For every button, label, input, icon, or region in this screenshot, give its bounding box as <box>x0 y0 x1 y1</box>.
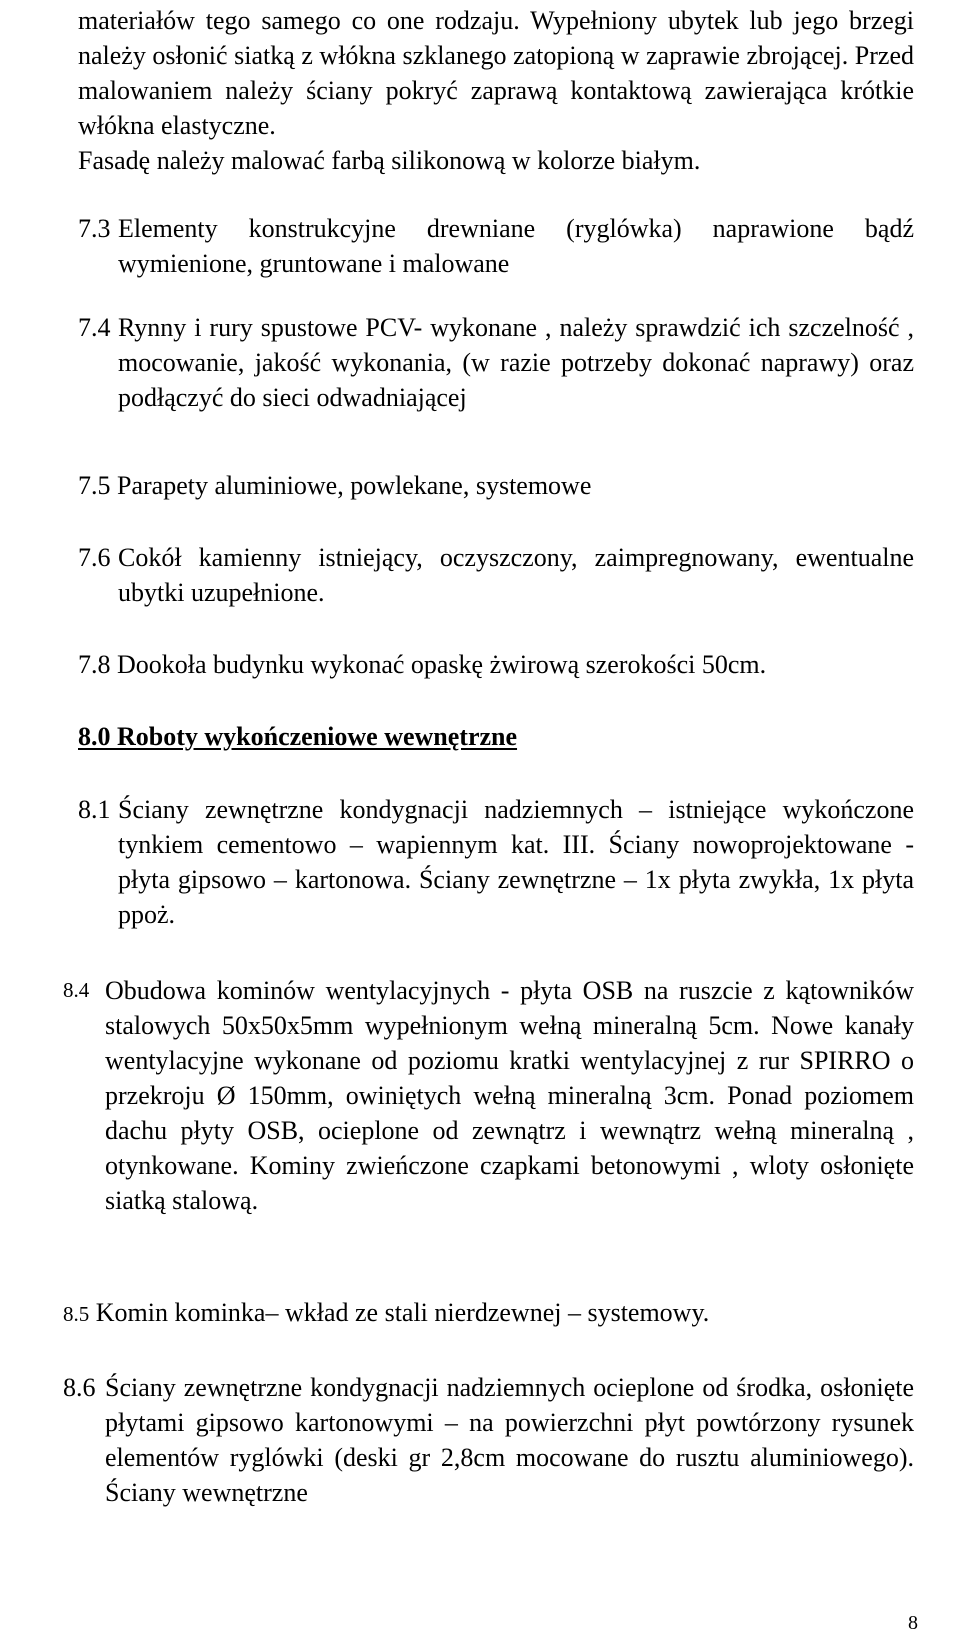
section-number: 7.4 <box>78 313 111 342</box>
section-7-4 <box>78 310 914 415</box>
section-8-4 <box>63 973 914 1218</box>
section-number: 8.1 <box>78 795 111 824</box>
intro-last-line: Fasadę należy malować farbą silikonową w kolorze białym. <box>78 146 701 175</box>
section-number: 7.3 <box>78 214 111 243</box>
section-text: Komin kominka– wkład ze stali nierdzewnej – systemowy. <box>95 1298 710 1327</box>
intro-paragraph <box>78 3 914 178</box>
section-7-5 <box>78 468 914 503</box>
section-text: Cokół kamienny istniejący, oczyszczony, zaimpregnowany, ewentualne ubytki uzupełnione. <box>118 543 914 607</box>
section-text: Rynny i rury spustowe PCV- wykonane , należy sprawdzić ich szczelność , mocowanie, jakość wykonania, (w razie potrzeby dokonać naprawy) oraz podłączyć do sieci odwadniającej <box>118 313 914 412</box>
section-text: Elementy konstrukcyjne drewniane (ryglówka) naprawione bądź wymienione, gruntowane i malowane <box>118 214 914 278</box>
section-text: Parapety aluminiowe, powlekane, systemowe <box>117 471 592 500</box>
section-text: Dookoła budynku wykonać opaskę żwirową szerokości 50cm. <box>117 650 767 679</box>
section-8-5 <box>63 1295 914 1332</box>
intro-paragraph-text: materiałów tego samego co one rodzaju. Wypełniony ubytek lub jego brzegi należy osłonić siatką z włókna szklanego zatopioną w zaprawie zbrojącej. Przed malowaniem należy ściany pokryć zaprawą kontaktową zawierająca krótkie włókna elastyczne. <box>78 6 914 140</box>
section-number: 8.5 <box>63 1302 90 1326</box>
heading-text: Roboty wykończeniowe wewnętrzne <box>117 722 518 751</box>
section-7-8 <box>78 647 914 682</box>
section-text: Ściany zewnętrzne kondygnacji nadziemnych – istniejące wykończone tynkiem cementowo – wapiennym kat. III. Ściany nowoprojektowane - płyta gipsowo – kartonowa. Ściany zewnętrzne – 1x płyta zwykła, 1x płyta ppoż. <box>118 795 914 929</box>
page-number: 8 <box>908 1612 918 1634</box>
section-8-1 <box>78 792 914 932</box>
section-7-3 <box>78 211 914 281</box>
section-number: 7.6 <box>78 543 111 572</box>
section-7-6 <box>78 540 914 610</box>
section-number: 7.5 <box>78 471 111 500</box>
section-number: 8.4 <box>63 978 90 1002</box>
section-8-6 <box>63 1370 914 1510</box>
heading-number: 8.0 <box>78 722 111 751</box>
section-number: 7.8 <box>78 650 111 679</box>
section-heading-8-0 <box>78 719 914 754</box>
section-text: Ściany zewnętrzne kondygnacji nadziemnych ocieplone od środka, osłonięte płytami gipsowo kartonowymi – na powierzchni płyt powtórzony rysunek elementów ryglówki (deski gr 2,8cm mocowane do rusztu aluminiowego). Ściany wewnętrzne <box>105 1373 914 1507</box>
section-text: Obudowa kominów wentylacyjnych - płyta OSB na ruszcie z kątowników stalowych 50x50x5mm wypełnionym wełną mineralną 5cm. Nowe kanały wentylacyjne wykonane od poziomu kratki wentylacyjnej z rur SPIRRO o przekroju Ø 150mm, owiniętych wełną mineralną 3cm. Ponad poziomem dachu płyty OSB, ocieplone od zewnątrz i wewnątrz wełną mineralną , otynkowane. Kominy zwieńczone czapkami betonowymi , wloty osłonięte siatką stalową. <box>105 976 914 1215</box>
section-number: 8.6 <box>63 1373 96 1402</box>
